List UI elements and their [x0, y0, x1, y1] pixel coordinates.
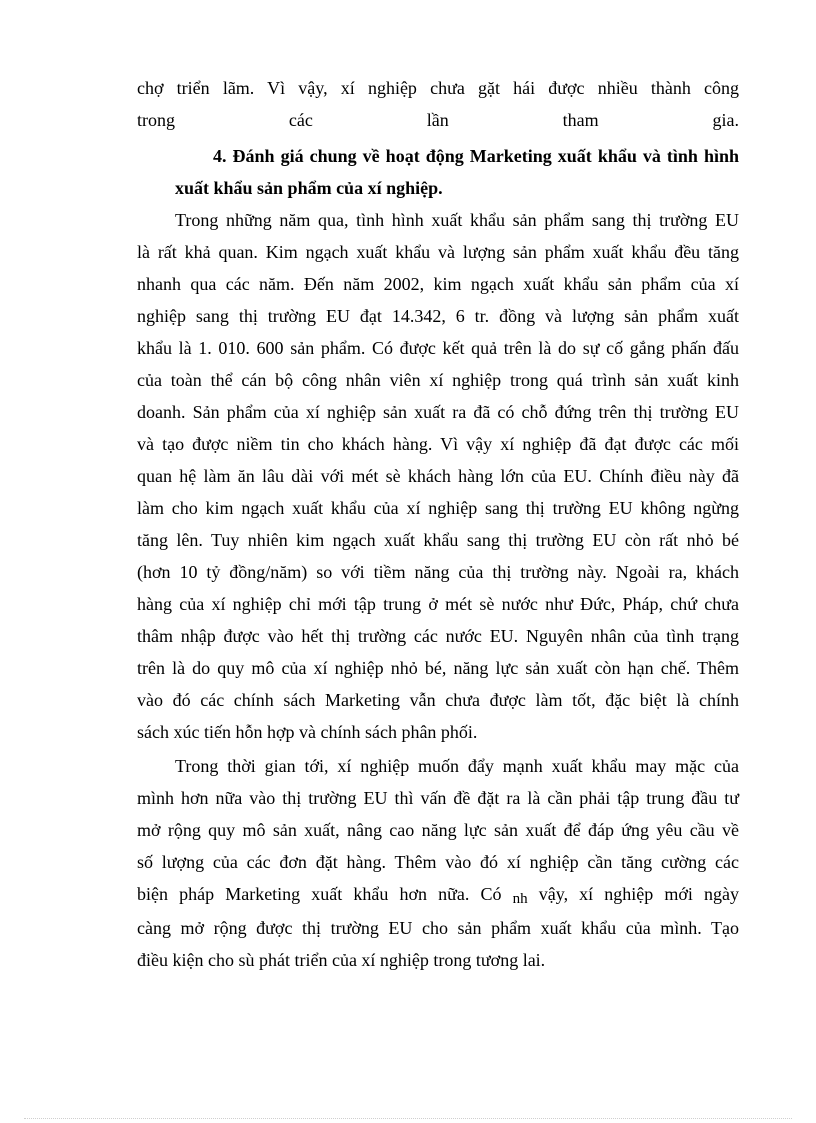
text-run: vậy, xí nghiệp mới ngày: [538, 884, 740, 904]
page-bottom-rule: [24, 1118, 792, 1119]
intro-paragraph: [137, 72, 739, 136]
text-line: làm cho kim ngạch xuất khẩu của xí nghiệp sang thị trường EU không ngừng: [137, 498, 739, 518]
text-line: là rất khả quan. Kim ngạch xuất khẩu và lượng sản phẩm xuất khẩu đều tăng: [137, 242, 739, 262]
text-line: nhanh qua các năm. Đến năm 2002, kim ngạch xuất khẩu sản phẩm của xí: [137, 274, 739, 294]
text-line: số lượng của các đơn đặt hàng. Thêm vào đó xí nghiệp cần tăng cường các: [137, 852, 739, 872]
heading-line: xuất khẩu sản phẩm của xí nghiệp.: [175, 178, 443, 198]
heading-line: 4. Đánh giá chung về hoạt động Marketing xuất khẩu và tình hình: [213, 146, 739, 166]
text-line: tăng lên. Tuy nhiên kim ngạch xuất khẩu sang thị trường EU còn rất nhỏ bé: [137, 530, 739, 550]
text-line: mở rộng quy mô sản xuất, nâng cao năng lực sản xuất để đáp ứng yêu cầu về: [137, 820, 739, 840]
text-line: trên là do quy mô của xí nghiệp nhỏ bé, năng lực sản xuất còn hạn chế. Thêm: [137, 658, 739, 678]
text-run-small: nh: [512, 891, 528, 907]
text-run: biện pháp Marketing xuất khẩu hơn nữa. Có: [137, 884, 502, 904]
text-line: mình hơn nữa vào thị trường EU thì vấn đề đặt ra là cần phải tập trung đầu tư: [137, 788, 739, 808]
text-line: doanh. Sản phẩm của xí nghiệp sản xuất ra đã có chỗ đứng trên thị trường EU: [137, 402, 739, 422]
text-line: càng mở rộng được thị trường EU cho sản phẩm xuất khẩu của mình. Tạo: [137, 918, 739, 938]
text-line: sách xúc tiến hỗn hợp và chính sách phân phối.: [137, 722, 478, 742]
text-line: hàng của xí nghiệp chỉ mới tập trung ở mét sè nước như Đức, Pháp, chứ chưa: [137, 594, 739, 614]
text-line: nghiệp sang thị trường EU đạt 14.342, 6 tr. đồng và lượng sản phẩm xuất: [137, 306, 739, 326]
document-page: [137, 72, 739, 976]
text-line: quan hệ làm ăn lâu dài với mét sè khách hàng lớn của EU. Chính điều này đã: [137, 466, 739, 486]
paragraph-2: [137, 750, 739, 976]
text-line: của toàn thể cán bộ công nhân viên xí nghiệp trong quá trình sản xuất kinh: [137, 370, 739, 390]
text-line: Trong thời gian tới, xí nghiệp muốn đẩy mạnh xuất khẩu may mặc của: [175, 756, 739, 776]
text-line: vào đó các chính sách Marketing vẫn chưa được làm tốt, đặc biệt là chính: [137, 690, 739, 710]
text-line: điều kiện cho sù phát triển của xí nghiệp trong tương lai.: [137, 950, 546, 970]
text-line: (hơn 10 tỷ đồng/năm) so với tiềm năng của thị trường này. Ngoài ra, khách: [137, 562, 739, 582]
section-heading: [137, 140, 739, 204]
text-line: thâm nhập được vào hết thị trường các nước EU. Nguyên nhân của tình trạng: [137, 626, 739, 646]
text-line: khẩu là 1. 010. 600 sản phẩm. Có được kết quả trên là do sự cố gắng phấn đấu: [137, 338, 739, 358]
text-line-mixed: [137, 878, 739, 912]
text-line: chợ triển lãm. Vì vậy, xí nghiệp chưa gặt hái được nhiều thành công: [137, 78, 739, 98]
text-line: trong các lần tham gia.: [137, 110, 739, 130]
text-line: và tạo được niềm tin cho khách hàng. Vì vậy xí nghiệp đã đạt được các mối: [137, 434, 739, 454]
text-line: Trong những năm qua, tình hình xuất khẩu sản phẩm sang thị trường EU: [175, 210, 739, 230]
paragraph-1: [137, 204, 739, 748]
